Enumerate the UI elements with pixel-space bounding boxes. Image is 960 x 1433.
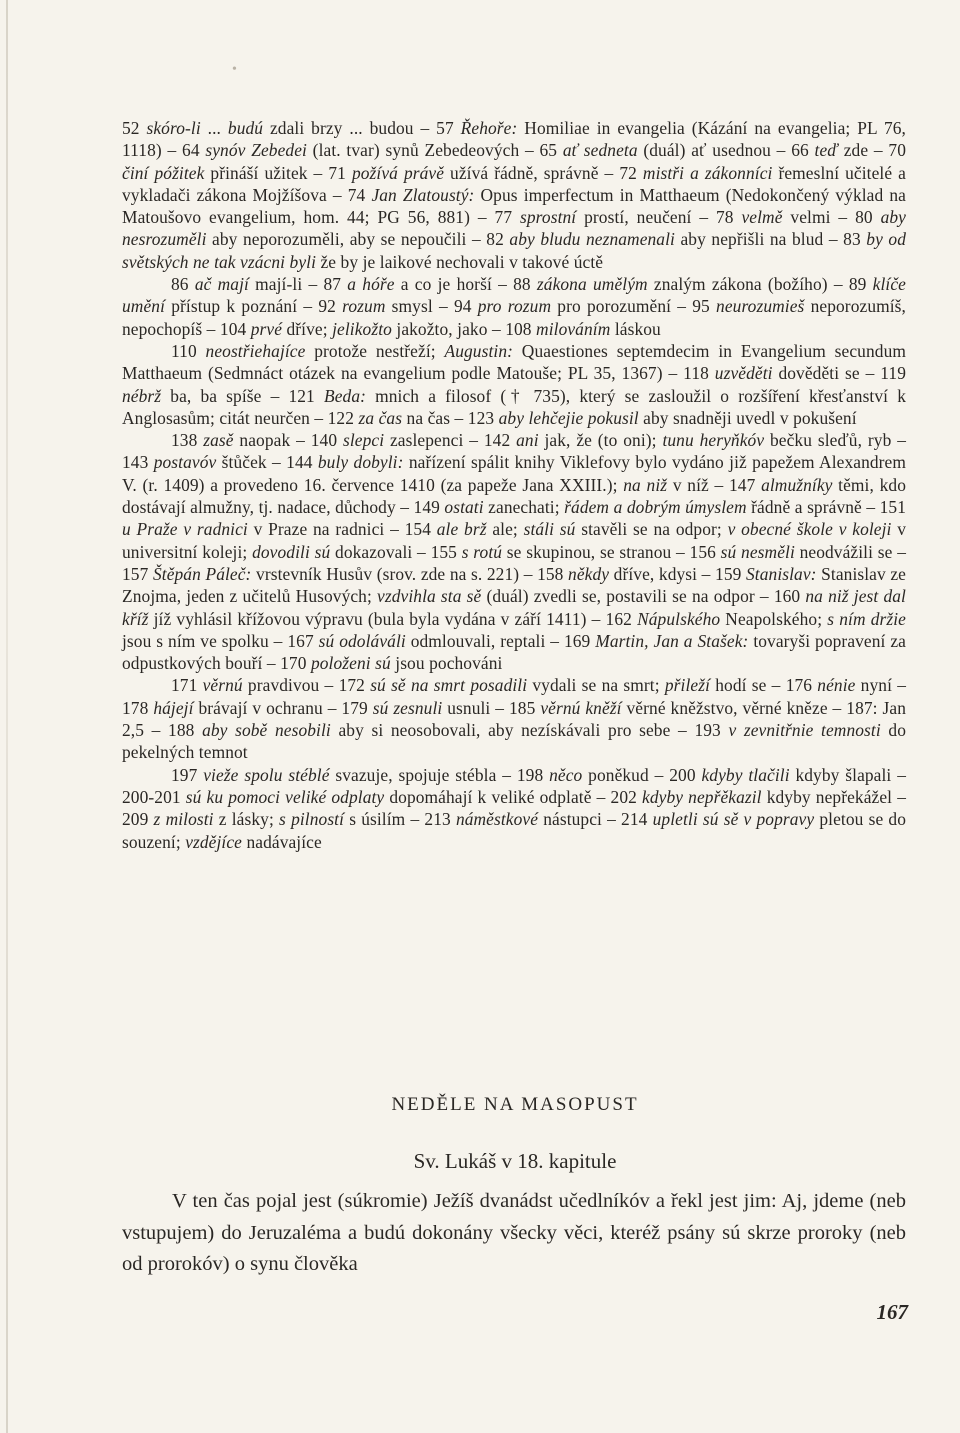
note-gloss: bečku sleďů, ryb – 143 bbox=[122, 430, 907, 473]
note-headword: buly dobyli: bbox=[317, 452, 404, 473]
note-headword: ať sedneta bbox=[562, 140, 638, 161]
note-headword: aby lehčejie pokusil bbox=[498, 407, 639, 428]
note-headword: kdyby tlačili bbox=[701, 764, 790, 785]
note-gloss: aby neporozuměli, aby se nepoučili – 82 bbox=[206, 229, 510, 250]
note-gloss: zanechati; bbox=[483, 497, 565, 518]
note-gloss: Homiliae in evangelia (Kázání na evangelia; PL 76, 1118) – 64 bbox=[122, 118, 907, 161]
note-headword: by od světských ne tak vzácni byli bbox=[122, 229, 907, 272]
note-headword: rozum bbox=[342, 296, 386, 317]
note-headword: na niž bbox=[623, 474, 668, 495]
note-headword: ač mají bbox=[194, 274, 249, 295]
note-gloss: svazuje, spojuje stébla – 198 bbox=[329, 764, 550, 785]
note-headword: náměstkové bbox=[455, 809, 539, 830]
note-gloss: dříve; bbox=[282, 318, 333, 339]
note-gloss: brávají v ochranu – 179 bbox=[193, 697, 373, 718]
note-gloss: nařízení spálit knihy Viklefovy bylo vydáno již papežem Alexandrem V. (r. 1409) a provedeno 16. července 1410 (za papeže Jana XXIII.); bbox=[122, 452, 906, 495]
note-gloss: dověděti se – 119 bbox=[772, 363, 906, 384]
note-gloss: odmlouvali, reptali – 169 bbox=[405, 630, 596, 651]
note-gloss: jak, že (to oni); bbox=[538, 430, 663, 451]
note-gloss: poněkud – 200 bbox=[582, 764, 702, 785]
note-gloss: tovaryši popravení za odpustkových bouří – 170 bbox=[122, 630, 907, 674]
note-headword: věrnú bbox=[202, 675, 243, 696]
note-gloss: mnich a filosof († 735), který se zasloužil o rozšíření křesťanství k Anglosasům; citát neurčen – 122 bbox=[122, 385, 907, 428]
note-gloss: stavěli se na odpor; bbox=[575, 519, 728, 540]
note-headword: vzdvihla sta sě bbox=[377, 586, 482, 607]
gospel-paragraph: V ten čas pojal jest (súkromie) Ježíš dvanádst učedlníkóv a řekl jest jim: Aj, jdeme (neb vstupujem) do Jeruzaléma a budú dokonány všecky věci, kteréž psány sú skrze proroky (neb od prorokóv) o synu člověka bbox=[122, 1190, 906, 1275]
note-gloss: jsou pochováni bbox=[390, 653, 503, 674]
note-headword: vzdějíce bbox=[185, 831, 243, 852]
note-headword: ale brž bbox=[436, 519, 487, 540]
note-headword: uzvěděti bbox=[714, 363, 773, 384]
note-headword: prvé bbox=[250, 318, 283, 339]
note-gloss: neodvážili se – 157 bbox=[122, 541, 906, 584]
note-gloss: řádně a správně – 151 bbox=[746, 497, 907, 518]
note-gloss: 171 bbox=[171, 675, 203, 696]
note-headword: sú odoláváli bbox=[318, 630, 406, 651]
note-headword: sú ku pomoci veliké odplaty bbox=[185, 786, 385, 807]
note-gloss: ale; bbox=[486, 519, 524, 540]
note-headword: jelikožto bbox=[332, 318, 392, 339]
section-heading: NEDĚLE NA MASOPUST bbox=[391, 1094, 639, 1115]
note-headword: Augustin: bbox=[444, 340, 514, 361]
note-headword: mistři a zákonníci bbox=[642, 162, 773, 183]
note-headword: s rotú bbox=[461, 541, 503, 562]
note-gloss: přináší užitek – 71 bbox=[204, 162, 352, 183]
note-headword: aby sobě nesobili bbox=[202, 720, 331, 741]
note-headword: přileží bbox=[664, 675, 711, 696]
note-headword: věrnú kněží bbox=[540, 697, 622, 718]
note-headword: z milosti bbox=[153, 809, 214, 830]
note-gloss: pravdivou – 172 bbox=[242, 675, 371, 696]
note-headword: stáli sú bbox=[523, 519, 576, 540]
note-headword: pro rozum bbox=[477, 296, 552, 317]
note-gloss: zaslepenci – 142 bbox=[384, 430, 517, 451]
note-gloss: na čas – 123 bbox=[402, 407, 499, 428]
note-headword: nénie bbox=[817, 675, 856, 696]
note-gloss: Quaestiones septemdecim in Evangelium secundum Matthaeum (Sedmnáct otázek na evangelium podle Matouše; PL 35, 1367) – 118 bbox=[122, 340, 906, 384]
note-gloss: a co je horší – 88 bbox=[394, 274, 537, 295]
note-headword: řádem a dobrým úmyslem bbox=[564, 497, 747, 518]
note-gloss: zdali brzy ... budou – 57 bbox=[263, 118, 461, 138]
note-headword: aby nesrozuměli bbox=[122, 207, 906, 250]
note-gloss: velmi – 80 bbox=[782, 207, 881, 228]
note-headword: skóro-li bbox=[146, 118, 201, 138]
note-headword: slepci bbox=[342, 430, 385, 451]
gospel-text bbox=[122, 1186, 906, 1281]
note-headword: v zevnitřnie temnosti bbox=[728, 720, 881, 741]
note-headword: dovodili sú bbox=[252, 541, 331, 562]
note-gloss: v Praze na radnici – 154 bbox=[247, 519, 437, 540]
note-headword: budú bbox=[227, 118, 264, 138]
note-headword: u Praže v radnici bbox=[122, 519, 248, 540]
note-gloss: dopomáhají k veliké odplatě – 202 bbox=[384, 786, 643, 807]
note-paragraph bbox=[122, 429, 906, 674]
note-gloss: pro porozumění – 95 bbox=[551, 296, 717, 317]
note-gloss: 52 bbox=[122, 118, 147, 138]
note-headword: Řehoře: bbox=[460, 118, 518, 138]
note-headword: teď bbox=[814, 140, 838, 161]
note-gloss: znalým zákona (božího) – 89 bbox=[647, 274, 873, 295]
note-gloss: že by je laikové nechovali v takové úctě bbox=[316, 251, 604, 272]
note-gloss: neporozumíš, nepochopíš – 104 bbox=[122, 296, 906, 339]
note-gloss: Neapolského; bbox=[720, 608, 828, 629]
note-gloss: vrstevník Husův (srov. zde na s. 221) – 158 bbox=[251, 563, 569, 584]
note-paragraph bbox=[122, 340, 906, 429]
note-gloss: (lat. tvar) synů Zebedeových – 65 bbox=[306, 140, 563, 161]
note-headword: neostřiehajíce bbox=[205, 340, 306, 361]
note-gloss: (duál) ať usednou – 66 bbox=[637, 140, 815, 161]
note-headword: v obecné škole v koleji bbox=[727, 519, 892, 540]
note-gloss: jíž vyhlásil křížovou výpravu (bula byla vydána v září 1411) – 162 bbox=[148, 608, 638, 629]
note-paragraph bbox=[122, 674, 906, 763]
note-gloss: jsou s ním ve spolku – 167 bbox=[122, 630, 319, 651]
note-gloss: v universitní koleji; bbox=[122, 519, 907, 562]
note-headword: zasě bbox=[203, 430, 234, 451]
note-headword: něco bbox=[549, 764, 583, 785]
note-headword: sú sě na smrt posadili bbox=[370, 675, 528, 696]
note-gloss: zde – 70 bbox=[837, 140, 906, 161]
note-paragraph bbox=[122, 764, 906, 853]
note-gloss: jakožto, jako – 108 bbox=[391, 318, 537, 339]
note-headword: Beda: bbox=[323, 385, 367, 406]
note-gloss: prostí, neučení – 78 bbox=[576, 207, 742, 228]
note-gloss: aby nepřišli na blud – 83 bbox=[674, 229, 867, 250]
note-gloss: aby snadněji uvedl v pokušení bbox=[638, 407, 857, 428]
note-headword: postavóv bbox=[153, 452, 217, 473]
note-gloss: Stanislav ze Znojma, jeden z učitelů Husových; bbox=[122, 563, 906, 607]
note-headword: neurozumieš bbox=[716, 296, 805, 317]
note-headword: sprostní bbox=[520, 207, 577, 228]
note-gloss: v níž – 147 bbox=[667, 474, 762, 495]
note-gloss: nadávajíce bbox=[242, 831, 322, 852]
note-gloss: Opus imperfectum in Matthaeum (Nedokončený výklad na Matoušovo evangelium, hom. 44; PG 56, 881) – 77 bbox=[122, 184, 906, 228]
note-headword: milováním bbox=[536, 318, 611, 339]
note-gloss: přístup k poznání – 92 bbox=[165, 296, 343, 317]
note-headword: činí póžitek bbox=[122, 162, 205, 183]
note-headword: almužníky bbox=[761, 474, 833, 495]
note-gloss: z lásky; bbox=[213, 809, 280, 830]
note-gloss: 86 bbox=[171, 274, 195, 295]
note-headword: s pilností bbox=[279, 809, 345, 830]
note-gloss: se skupinou, se stranou – 156 bbox=[502, 541, 721, 562]
note-headword: Jan Zlatoustý: bbox=[371, 184, 475, 205]
note-headword: Štěpán Páleč: bbox=[152, 563, 252, 584]
note-gloss: nástupci – 214 bbox=[538, 809, 653, 830]
note-headword: ostati bbox=[444, 497, 484, 518]
note-gloss: aby si neosobovali, aby nezískávali pro sebe – 193 bbox=[330, 720, 729, 741]
note-gloss: kdyby šlapali – 200-201 bbox=[122, 764, 906, 807]
note-gloss: hodí se – 176 bbox=[710, 675, 818, 696]
note-headword: na niž jest dal kříž bbox=[122, 586, 906, 629]
note-headword: a hóře bbox=[347, 274, 395, 295]
note-paragraph bbox=[122, 273, 906, 340]
note-headword: Stanislav: bbox=[746, 563, 817, 584]
note-headword: vieže spolu stéblé bbox=[203, 764, 330, 785]
note-headword: s ním držie bbox=[827, 608, 906, 629]
note-headword: hájejí bbox=[153, 697, 194, 718]
note-headword: ani bbox=[516, 430, 539, 451]
note-headword: nébrž bbox=[122, 385, 162, 406]
note-gloss: (duál) zvedli se, postavili se na odpor – 160 bbox=[481, 586, 806, 607]
note-headword: aby bludu neznamenali bbox=[509, 229, 675, 250]
note-headword: někdy bbox=[568, 563, 610, 584]
note-gloss: kdyby nepřekážel – 209 bbox=[122, 786, 906, 830]
note-gloss: láskou bbox=[610, 318, 661, 339]
note-gloss: ... bbox=[200, 118, 228, 138]
note-gloss: štůček – 144 bbox=[216, 452, 318, 473]
note-gloss: dokazovali – 155 bbox=[330, 541, 462, 562]
note-gloss: pletou se do souzení; bbox=[122, 809, 906, 852]
note-gloss: dříve, kdysi – 159 bbox=[609, 563, 746, 584]
note-headword: položeni sú bbox=[310, 653, 391, 674]
note-gloss: 138 bbox=[171, 430, 204, 451]
note-headword: velmě bbox=[741, 207, 783, 228]
stray-mark: • bbox=[232, 62, 237, 77]
note-headword: sú nesměli bbox=[720, 541, 795, 562]
note-headword: zákona umělým bbox=[536, 274, 648, 295]
note-gloss: usnuli – 185 bbox=[442, 697, 541, 718]
note-headword: klíče umění bbox=[122, 274, 906, 317]
note-headword: sú zesnuli bbox=[372, 697, 443, 718]
page-number: 167 bbox=[876, 1300, 908, 1324]
note-headword: Martin, Jan a Stašek: bbox=[595, 630, 749, 651]
note-gloss: naopak – 140 bbox=[233, 430, 343, 451]
note-headword: synóv Zebedei bbox=[205, 140, 307, 161]
note-paragraph bbox=[122, 117, 906, 273]
note-headword: požívá právě bbox=[351, 162, 445, 183]
note-gloss: 110 bbox=[171, 340, 206, 361]
note-gloss: ba, ba spíše – 121 bbox=[161, 385, 324, 406]
note-gloss: řemeslní učitelé a vykladači zákona Mojžíšova – 74 bbox=[122, 162, 906, 205]
note-gloss: mají-li – 87 bbox=[248, 274, 348, 295]
note-gloss: věrné kněžstvo, věrné kněze – 187: Jan 2,5 – 188 bbox=[122, 697, 906, 741]
note-gloss: vydali se na smrt; bbox=[527, 675, 665, 696]
note-gloss: 197 bbox=[171, 764, 204, 785]
note-gloss: těmi, kdo dostávají almužny, tj. nadace, důchody – 149 bbox=[122, 474, 907, 518]
note-headword: kdyby nepřěkazil bbox=[642, 786, 762, 807]
note-gloss: smysl – 94 bbox=[385, 296, 478, 317]
note-headword: upletli sú sě v popravy bbox=[652, 809, 815, 830]
note-gloss: do pekelných temnot bbox=[122, 720, 906, 763]
note-headword: Nápulského bbox=[637, 608, 721, 629]
explanatory-notes bbox=[122, 117, 906, 853]
note-gloss: užívá řádně, správně – 72 bbox=[444, 162, 643, 183]
note-headword: za čas bbox=[358, 407, 403, 428]
note-gloss: protože nestřeží; bbox=[305, 340, 445, 361]
note-headword: tunu heryňkóv bbox=[662, 430, 765, 451]
page-edge-shadow bbox=[6, 0, 8, 1433]
note-gloss: nyní – 178 bbox=[122, 675, 907, 718]
note-gloss: s úsilím – 213 bbox=[344, 809, 456, 830]
section-subheading: Sv. Lukáš v 18. kapitule bbox=[413, 1149, 617, 1173]
